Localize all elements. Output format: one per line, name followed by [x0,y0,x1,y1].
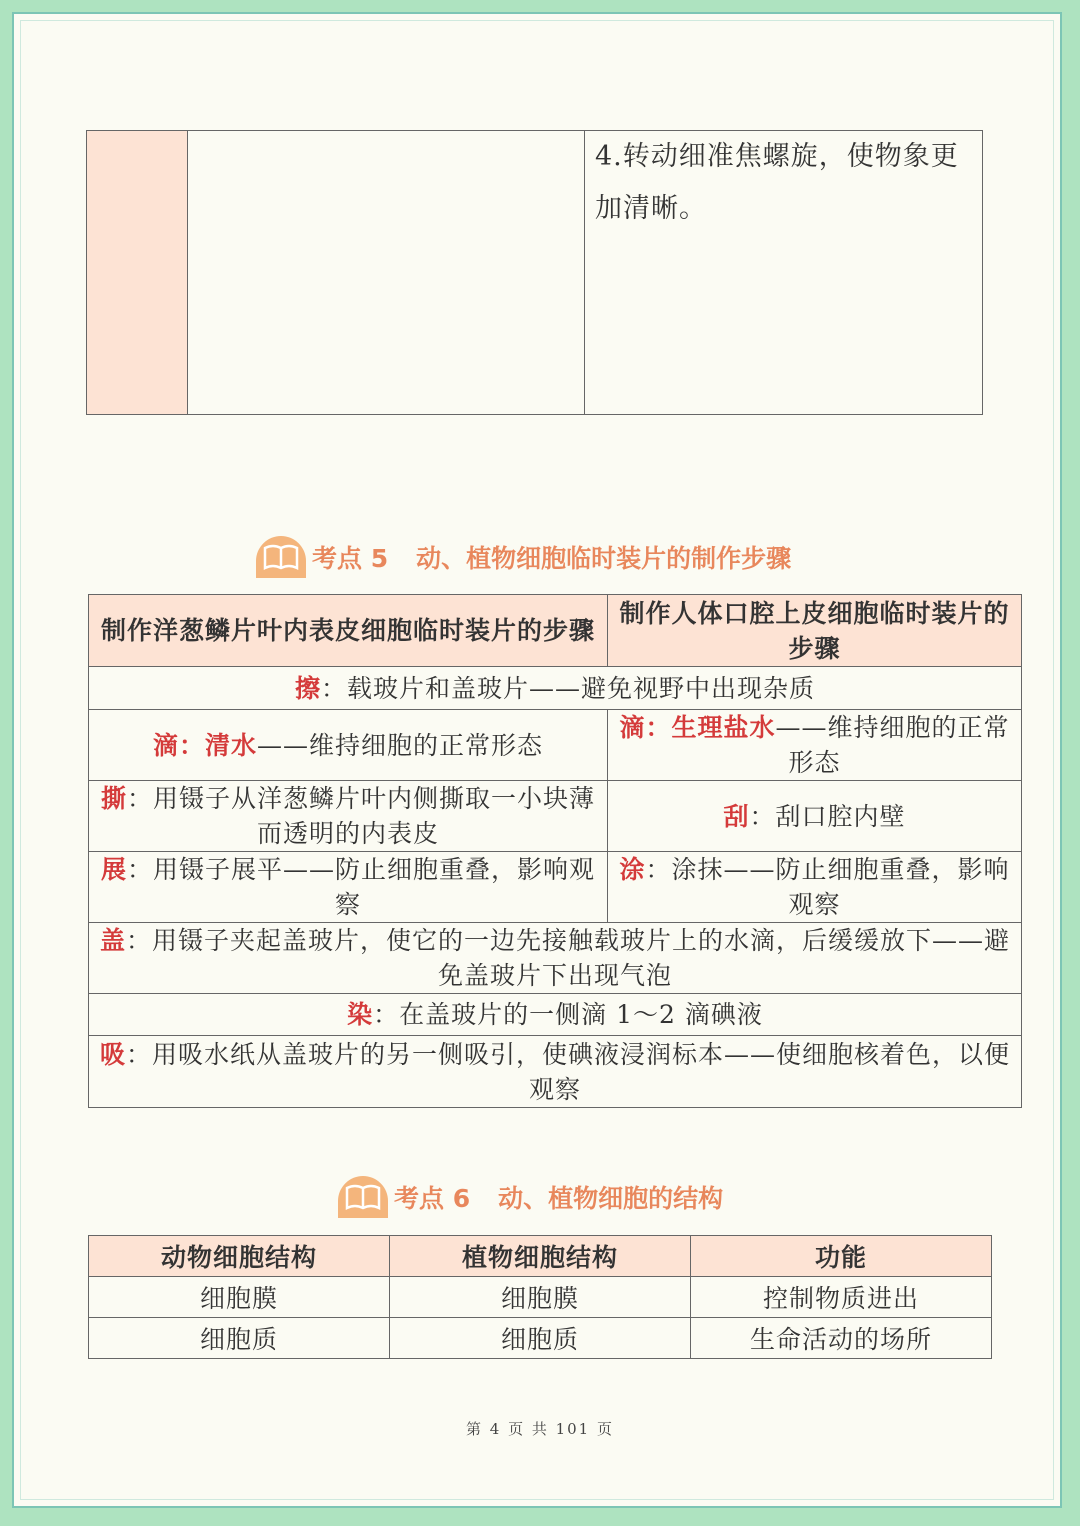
row-stain [89,994,1022,1036]
row-spread-left-key: 展 [100,855,127,884]
row-drop-right [608,710,1022,781]
section6-title: 动、植物细胞的结构 [498,1184,724,1213]
row-tear-left-text: 用镊子从洋葱鳞片叶内侧撕取一小块薄而透明的内表皮 [153,784,596,848]
page-footer: 第 4 页 共 101 页 [465,1420,614,1438]
row-stain-text: 在盖玻片的一侧滴 1～2 滴碘液 [399,1000,763,1029]
section5-title: 动、植物细胞临时装片的制作步骤 [416,544,792,573]
cell-animal-membrane: 细胞膜 [89,1277,390,1318]
top-table-step-cell [585,131,983,415]
row-cover-text: 用镊子夹起盖玻片，使它的一边先接触载玻片上的水滴，后缓缓放下——避免盖玻片下出现气泡 [152,926,1011,990]
cell-membrane-function: 控制物质进出 [691,1277,992,1318]
row-wipe-sep: ： [320,673,347,703]
cell-animal-cytoplasm: 细胞质 [89,1318,390,1359]
row-smear-right-text: 涂抹——防止细胞重叠，影响观察 [671,855,1010,919]
row-drop-left [89,710,608,781]
row-spread-left [89,852,608,923]
row-drop-left-text: ——维持细胞的正常形态 [257,730,544,760]
row-wipe-key: 擦 [294,673,321,703]
row-tear-left [89,781,608,852]
row-cover-key: 盖 [99,926,126,955]
section6-heading [338,1172,723,1222]
section5-col2-header: 制作人体口腔上皮细胞临时装片的步骤 [608,595,1022,667]
row-drop-left-key: 滴：清水 [152,730,257,760]
row-spread-left-sep: ： [126,855,153,884]
row-scrape-right [608,781,1022,852]
section6-table [88,1235,992,1359]
section5-table [88,594,1022,1108]
top-table [86,130,983,415]
cell-plant-cytoplasm: 细胞质 [390,1318,691,1359]
row-cover-sep: ： [125,926,152,955]
cell-cytoplasm-function: 生命活动的场所 [691,1318,992,1359]
row-tear-left-sep: ： [126,784,153,813]
row-drop-right-key: 滴：生理盐水 [619,713,776,742]
row-smear-right [608,852,1022,923]
top-table-label-cell [87,131,188,415]
row-scrape-right-key: 刮 [723,801,750,831]
row-drop-right-text: ——维持细胞的正常形态 [775,713,1010,777]
row-smear-right-sep: ： [645,855,672,884]
cell-plant-membrane: 细胞膜 [390,1277,691,1318]
table-row [89,1318,992,1359]
table-row [89,1277,992,1318]
row-scrape-right-text: 刮口腔内壁 [775,801,906,831]
row-cover [89,923,1022,994]
row-absorb [89,1036,1022,1108]
book-icon [256,536,306,578]
row-scrape-right-sep: ： [749,801,776,831]
section6-header-animal: 动物细胞结构 [89,1236,390,1277]
row-wipe [89,667,1022,710]
row-stain-sep: ： [373,1000,400,1029]
section5-label: 考点 5 [312,544,389,573]
section6-header-function: 功能 [691,1236,992,1277]
row-stain-key: 染 [347,1000,374,1029]
step-text: 4.转动细准焦螺旋，使物象更加清晰。 [595,141,959,224]
row-absorb-key: 吸 [99,1039,126,1069]
row-tear-left-key: 撕 [100,784,127,813]
section5-heading [256,532,791,582]
top-table-empty-cell [188,131,585,415]
row-spread-left-text: 用镊子展平——防止细胞重叠，影响观察 [153,855,596,919]
row-smear-right-key: 涂 [619,855,646,884]
row-wipe-text: 载玻片和盖玻片——避免视野中出现杂质 [347,673,816,703]
row-absorb-sep: ： [125,1039,152,1069]
book-icon [338,1176,388,1218]
section6-header-plant: 植物细胞结构 [390,1236,691,1277]
row-absorb-text: 用吸水纸从盖玻片的另一侧吸引，使碘液浸润标本——使细胞核着色，以便观察 [152,1039,1011,1104]
section6-label: 考点 6 [394,1184,471,1213]
section5-col1-header: 制作洋葱鳞片叶内表皮细胞临时装片的步骤 [89,595,608,667]
